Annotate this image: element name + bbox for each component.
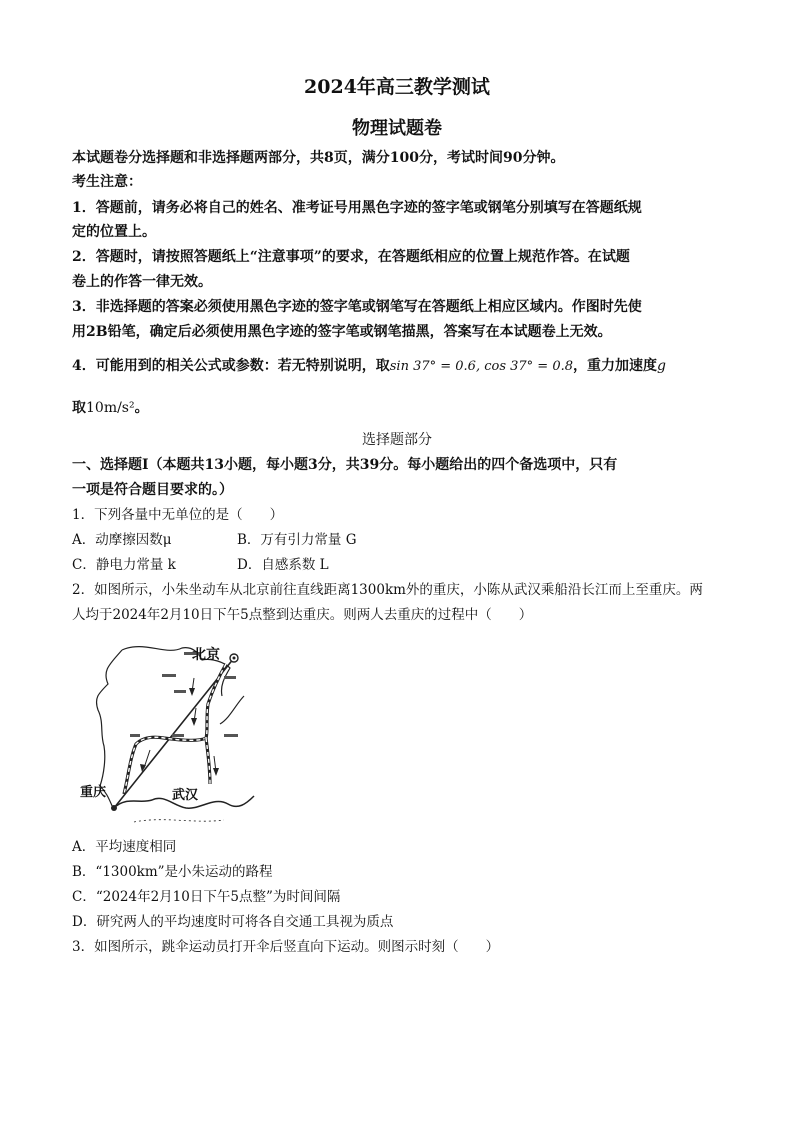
exam-subtitle: 物理试题卷	[352, 118, 442, 139]
q3-stem: 3．如图所示，跳伞运动员打开伞后竖直向下运动。则图示时刻（ ）	[72, 939, 500, 955]
notice-4b-end: 。	[134, 400, 149, 416]
notice-4a-formula: sin 37° = 0.6, cos 37° = 0.8	[389, 359, 574, 374]
section-title: 选择题部分	[362, 432, 432, 448]
exam-title: 2024年高三教学测试	[304, 76, 490, 98]
q2-stem-1: 2．如图所示，小朱坐动车从北京前往直线距离1300km外的重庆，小陈从武汉乘船沿长江而上至重庆。两	[72, 582, 703, 598]
q2-option-c: C．“2024年2月10日下午5点整”为时间间隔	[72, 889, 341, 905]
q1-stem: 1．下列各量中无单位的是（ ）	[72, 507, 284, 523]
part1-heading-a: 一、选择题Ⅰ（本题共13小题，每小题3分，共39分。每小题给出的四个备选项中，只有	[72, 457, 618, 473]
map-label-chongqing: 重庆	[80, 785, 107, 800]
q2-option-d: D．研究两人的平均速度时可将各自交通工具视为质点	[72, 914, 394, 930]
notice-2a: 2．答题时，请按照答题纸上“注意事项”的要求，在答题纸相应的位置上规范作答。在试题	[72, 249, 630, 265]
notice-1b: 定的位置上。	[72, 224, 156, 240]
notice-4a-g: g	[657, 358, 666, 374]
notice-4b-unit: 10m/s²	[86, 400, 135, 416]
notice-heading: 考生注意：	[72, 174, 142, 190]
q1-option-d: D．自感系数 L	[237, 557, 329, 573]
notice-1a: 1．答题前，请务必将自己的姓名、准考证号用黑色字迹的签字笔或钢笔分别填写在答题纸规	[72, 200, 642, 216]
notice-4b	[72, 398, 732, 418]
notice-4b-text: 取	[72, 400, 86, 416]
notice-4a	[72, 356, 732, 377]
part1-heading-b: 一项是符合题目要求的。）	[72, 482, 233, 498]
notice-3a: 3．非选择题的答案必须使用黑色字迹的签字笔或钢笔写在答题纸上相应区域内。作图时先使	[72, 299, 642, 315]
notice-2b: 卷上的作答一律无效。	[72, 274, 212, 290]
q1-option-c: C．静电力常量 k	[72, 557, 176, 573]
map-label-beijing: 北京	[192, 647, 220, 663]
notice-4a-text2: ，重力加速度	[573, 358, 658, 374]
chongqing-marker	[111, 805, 117, 811]
q2-option-b: B．“1300km”是小朱运动的路程	[72, 864, 273, 880]
map-label-wuhan: 武汉	[172, 788, 199, 803]
notice-3b: 用2B铅笔，确定后必须使用黑色字迹的签字笔或钢笔描黑，答案写在本试题卷上无效。	[72, 324, 612, 340]
q1-option-a: A．动摩擦因数μ	[72, 532, 172, 548]
intro-line: 本试题卷分选择题和非选择题两部分，共8页，满分100分，考试时间90分钟。	[72, 150, 565, 166]
q2-option-a: A．平均速度相同	[72, 839, 177, 855]
q2-stem-2: 人均于2024年2月10日下午5点整到达重庆。则两人去重庆的过程中（ ）	[72, 607, 533, 623]
q1-option-b: B．万有引力常量 G	[237, 532, 357, 548]
notice-4a-text: 4．可能用到的相关公式或参数：若无特别说明，取	[72, 358, 390, 374]
